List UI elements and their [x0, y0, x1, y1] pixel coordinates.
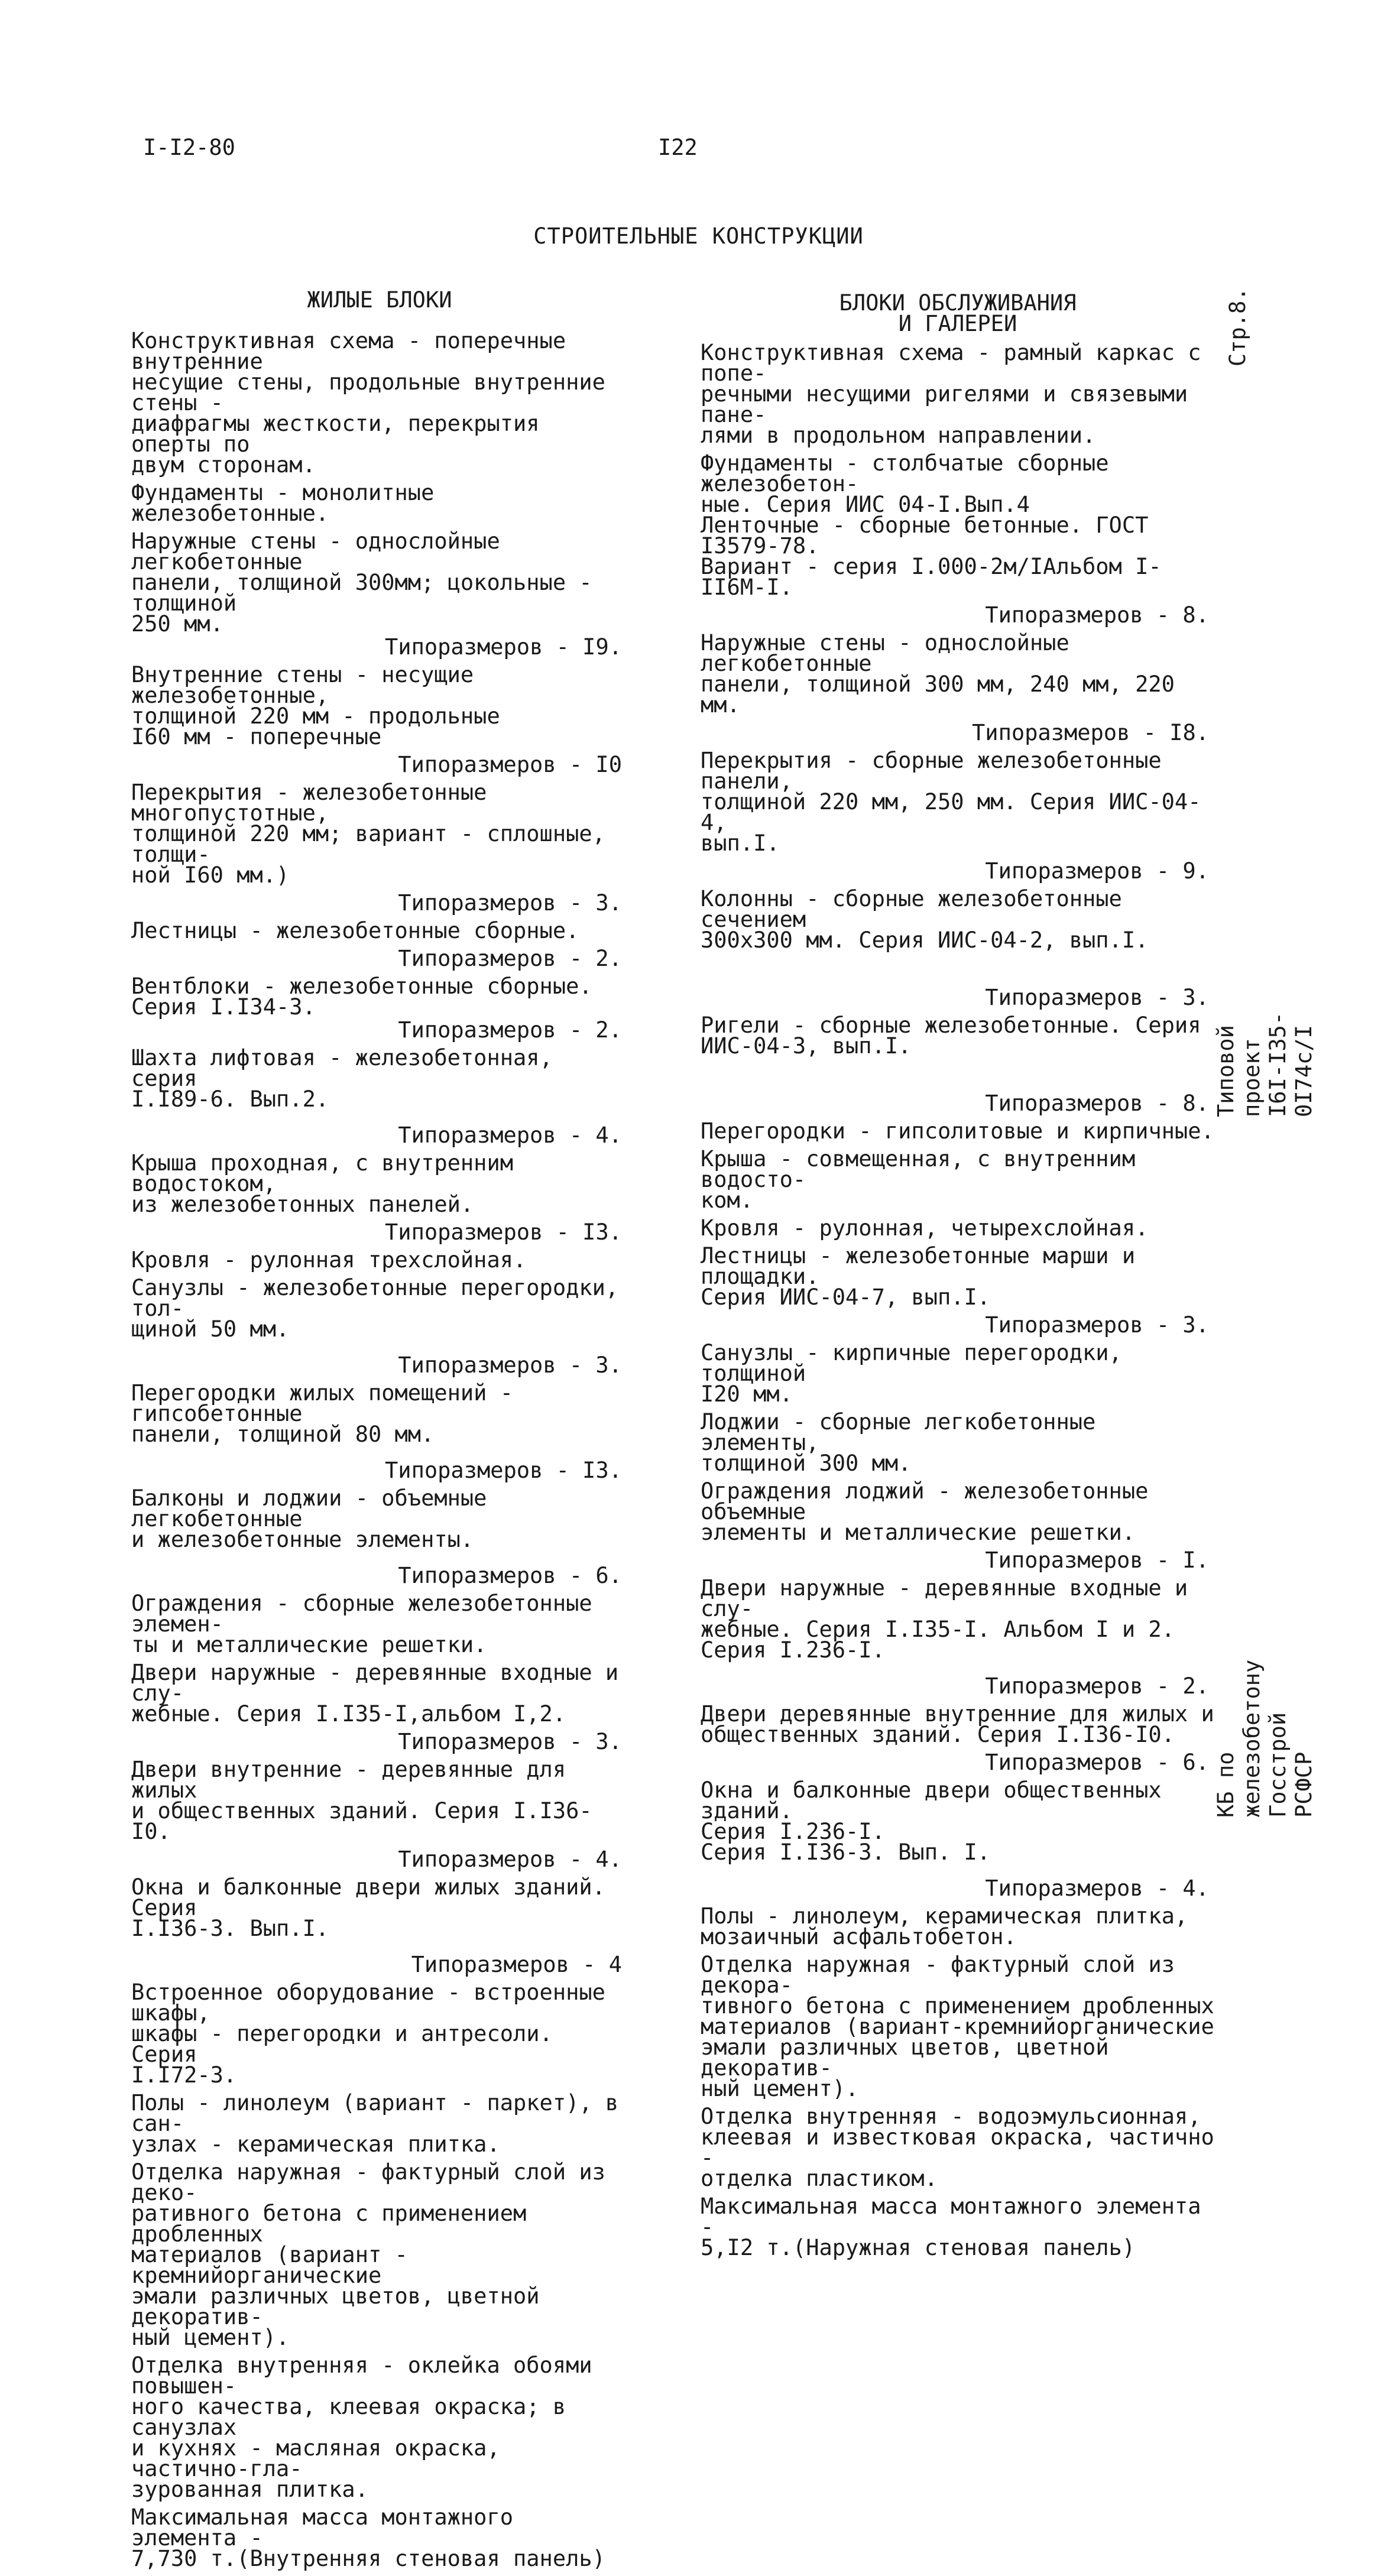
list-item: Максимальная масса монтажного элемента - 5,I2 т.(Наружная стеновая панель) [701, 2194, 1201, 2260]
page-number: I22 [658, 135, 698, 160]
list-item: Конструктивная схема - поперечные внутренние несущие стены, продольные внутренние стены - диафрагмы жесткости, перекрытия оперты по двум сторонам. [131, 328, 605, 478]
list-item: Двери наружные - деревянные входные и слу- жебные. Серия I.I35-I. Альбом I и 2. Серия I.236-I. [701, 1575, 1188, 1663]
list-item: Двери деревянные внутренние для жилых и общественных зданий. Серия I.I36-I0. [701, 1701, 1214, 1747]
list-item: Лестницы - железобетонные сборные. [131, 918, 579, 943]
list-item: Отделка внутренняя - оклейка обоями повышен- ного качества, клеевая окраска; в санузлах и кухнях - масляная окраска, частично-гла- зурованная плитка. [131, 2353, 592, 2502]
list-item: Крыша проходная, с внутренним водостоком, из железобетонных панелей. [131, 1150, 514, 1217]
residential-blocks-column [131, 287, 628, 2576]
list-item: Балконы и лоджии - объемные легкобетонные и железобетонные элементы. [131, 1485, 487, 1552]
type-count: Типоразмеров - 2. [985, 1673, 1209, 1699]
type-count: Типоразмеров - 6. [398, 1563, 622, 1588]
type-count: Типоразмеров - 4. [398, 1122, 622, 1148]
type-count: Типоразмеров - 4. [398, 1847, 622, 1872]
list-item: Крыша - совмещенная, с внутренним водосто- ком. [701, 1146, 1136, 1213]
type-count: Типоразмеров - 3. [985, 1312, 1209, 1338]
list-item: Перегородки жилых помещений - гипсобетонные панели, толщиной 80 мм. [131, 1380, 514, 1447]
type-count: Типоразмеров - I. [985, 1547, 1209, 1573]
list-item: Перекрытия - сборные железобетонные панели, толщиной 220 мм, 250 мм. Серия ИИС-04-4, вып.I. [701, 748, 1201, 856]
type-count: Типоразмеров - 4 [411, 1952, 622, 1977]
list-item: Кровля - рулонная трехслойная. [131, 1247, 527, 1273]
type-count: Типоразмеров - 4. [985, 1876, 1209, 1901]
list-item: Вентблоки - железобетонные сборные. Серия I.I34-3. [131, 974, 592, 1020]
list-item: Отделка наружная - фактурный слой из деко- ративного бетона с применением дробленных материалов (вариант - кремнийорганические эмали различных цветов, цветной декоратив- ный цемент). [131, 2159, 605, 2350]
list-item: Ригели - сборные железобетонные. Серия ИИС-04-3, вып.I. [701, 1013, 1201, 1059]
list-item: Окна и балконные двери жилых зданий. Серия I.I36-3. Вып.I. [131, 1874, 605, 1941]
service-blocks-column [701, 290, 1215, 2265]
type-count: Типоразмеров - I3. [385, 1458, 622, 1483]
list-item: Фундаменты - столбчатые сборные железобетон- ные. Серия ИИС 04-I.Вып.4 Ленточные - сборные бетонные. ГОСТ I3579-78. Вариант - серия I.000-2м/IАльбом I-II6М-I. [701, 450, 1162, 600]
type-count: Типоразмеров - 2. [398, 1017, 622, 1043]
type-count: Типоразмеров - 8. [985, 602, 1209, 628]
service-blocks-heading: БЛОКИ ОБСЛУЖИВАНИЯ И ГАЛЕРЕИ [839, 290, 1077, 336]
list-item: Двери наружные - деревянные входные и слу- жебные. Серия I.I35-I,альбом I,2. [131, 1660, 619, 1727]
list-item: Отделка внутренняя - водоэмульсионная, клеевая и известковая окраска, частично - отделка пластиком. [701, 2104, 1214, 2191]
list-item: Полы - линолеум (вариант - паркет), в сан- узлах - керамическая плитка. [131, 2090, 619, 2157]
list-item: Отделка наружная - фактурный слой из декора- тивного бетона с применением дробленных материалов (вариант-кремнийорганические эмали различных цветов, цветной декоратив- ный цемент). [701, 1952, 1214, 2101]
type-count: Типоразмеров - I8. [972, 720, 1209, 745]
list-item: Шахта лифтовая - железобетонная, серия I.I89-6. Вып.2. [131, 1045, 553, 1112]
list-item: Перегородки - гипсолитовые и кирпичные. [701, 1118, 1214, 1144]
type-count: Типоразмеров - 3. [398, 890, 622, 916]
list-item: Максимальная масса монтажного элемента - 7,730 т.(Внутренняя стеновая панель) [131, 2504, 605, 2571]
project-number: Типовой проект I6I-I35-0I74с/I [1213, 1011, 1317, 1117]
type-count: Типоразмеров - 9. [985, 858, 1209, 884]
list-item: Санузлы - кирпичные перегородки, толщиной I20 мм. [701, 1340, 1122, 1407]
list-item: Санузлы - железобетонные перегородки, тол- щиной 50 мм. [131, 1275, 619, 1342]
type-count: Типоразмеров - 6. [985, 1750, 1209, 1775]
list-item: Полы - линолеум, керамическая плитка, мозаичный асфальтобетон. [701, 1903, 1188, 1949]
list-item: Наружные стены - однослойные легкобетонные панели, толщиной 300мм; цокольные - толщиной 250 мм. [131, 528, 592, 637]
list-item: Фундаменты - монолитные железобетонные. [131, 480, 435, 526]
document-title: СТРОИТЕЛЬНЫЕ КОНСТРУКЦИИ [533, 223, 864, 249]
type-count: Типоразмеров - 3. [985, 985, 1209, 1010]
organization-stamp: КБ по железобетону Госстрой РСФСР [1213, 1659, 1317, 1818]
list-item: Внутренние стены - несущие железобетонные, толщиной 220 мм - продольные I60 мм - поперечные [131, 662, 500, 750]
list-item: Кровля - рулонная, четырехслойная. [701, 1215, 1149, 1241]
type-count: Типоразмеров - 8. [985, 1091, 1209, 1116]
type-count: Типоразмеров - 2. [398, 946, 622, 971]
list-item: Ограждения лоджий - железобетонные объемные элементы и металлические решетки. [701, 1478, 1149, 1545]
list-item: Встроенное оборудование - встроенные шкафы, шкафы - перегородки и антресоли. Серия I.I72-3. [131, 1980, 605, 2088]
list-item: Перекрытия - железобетонные многопустотные, толщиной 220 мм; вариант - сплошные, толщи- ной I60 мм.) [131, 780, 605, 888]
list-item: Колонны - сборные железобетонные сечением 300х300 мм. Серия ИИС-04-2, вып.I. [701, 886, 1149, 953]
sheet-number: Стр.8. [1225, 287, 1250, 366]
document-code: I-I2-80 [143, 135, 235, 160]
list-item: Наружные стены - однослойные легкобетонные панели, толщиной 300 мм, 240 мм, 220 мм. [701, 630, 1175, 718]
list-item: Ограждения - сборные железобетонные элемен- ты и металлические решетки. [131, 1591, 592, 1657]
list-item: Лоджии - сборные легкобетонные элементы, толщиной 300 мм. [701, 1409, 1096, 1476]
list-item: Окна и балконные двери общественных зданий. Серия I.236-I. Серия I.I36-3. Вып. I. [701, 1777, 1162, 1865]
type-count: Типоразмеров - I0 [398, 752, 622, 777]
type-count: Типоразмеров - I3. [385, 1219, 622, 1245]
type-count: Типоразмеров - 3. [398, 1352, 622, 1378]
list-item: Лестницы - железобетонные марши и площадки. Серия ИИС-04-7, вып.I. [701, 1243, 1136, 1310]
type-count: Типоразмеров - I9. [385, 634, 622, 660]
residential-blocks-heading: ЖИЛЫЕ БЛОКИ [307, 287, 452, 313]
list-item: Двери внутренние - деревянные для жилых и общественных зданий. Серия I.I36-I0. [131, 1757, 592, 1844]
type-count: Типоразмеров - 3. [398, 1729, 622, 1754]
list-item: Конструктивная схема - рамный каркас с попе- речными несущими ригелями и связевыми пане- лями в продольном направлении. [701, 340, 1201, 448]
